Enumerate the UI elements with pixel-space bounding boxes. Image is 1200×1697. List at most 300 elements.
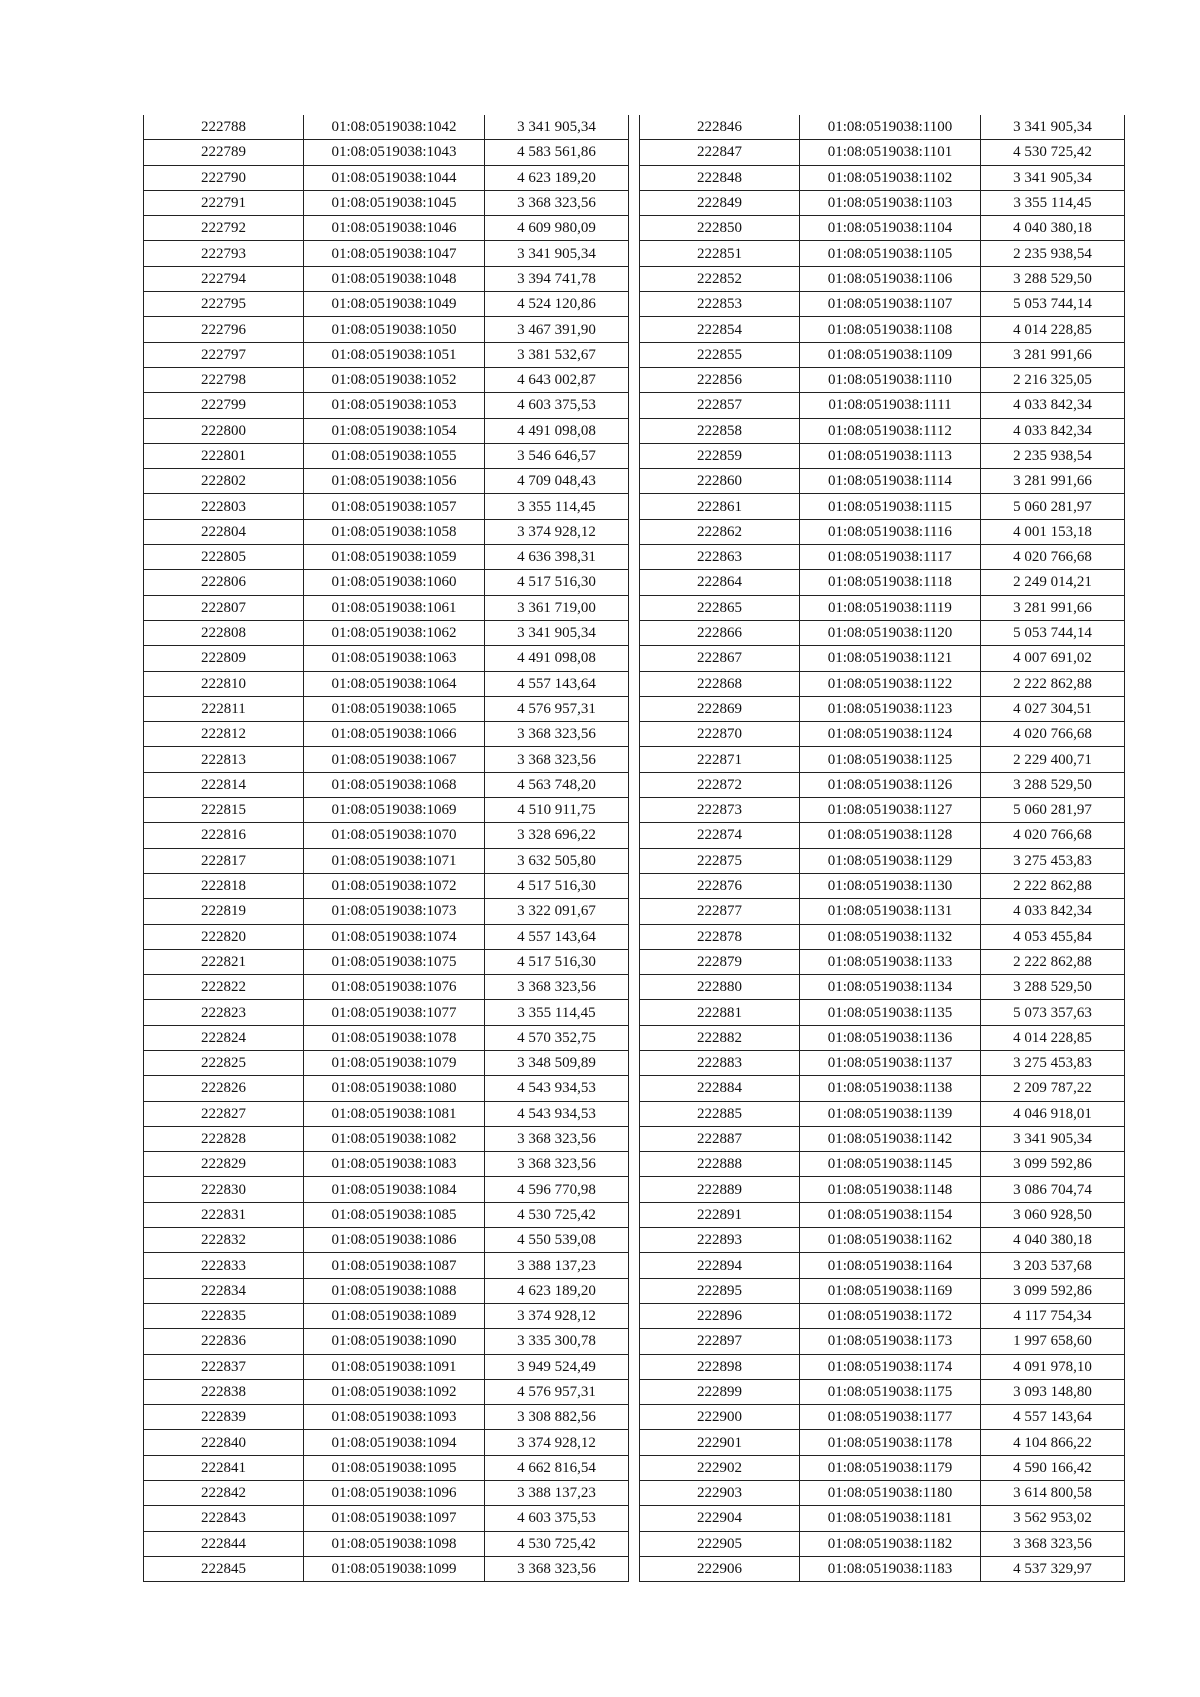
- record-number-cell: 222789: [144, 140, 304, 165]
- table-row: [144, 1481, 629, 1506]
- table-row: [144, 873, 629, 898]
- value-cell: 4 014 228,85: [981, 1025, 1125, 1050]
- table-row: [640, 494, 1125, 519]
- table-row: [144, 1025, 629, 1050]
- record-number-cell: 222855: [640, 342, 800, 367]
- table-row: [640, 1025, 1125, 1050]
- data-table-left: [143, 115, 629, 1582]
- table-row: [640, 722, 1125, 747]
- value-cell: 5 053 744,14: [981, 620, 1125, 645]
- cadastral-number-cell: 01:08:0519038:1178: [800, 1430, 981, 1455]
- table-row: [640, 1177, 1125, 1202]
- cadastral-number-cell: 01:08:0519038:1117: [800, 545, 981, 570]
- cadastral-number-cell: 01:08:0519038:1101: [800, 140, 981, 165]
- table-row: [640, 469, 1125, 494]
- value-cell: 3 368 323,56: [485, 1152, 629, 1177]
- record-number-cell: 222862: [640, 519, 800, 544]
- cadastral-number-cell: 01:08:0519038:1085: [304, 1202, 485, 1227]
- value-cell: 3 275 453,83: [981, 1050, 1125, 1075]
- cadastral-number-cell: 01:08:0519038:1068: [304, 772, 485, 797]
- cadastral-number-cell: 01:08:0519038:1139: [800, 1101, 981, 1126]
- record-number-cell: 222877: [640, 899, 800, 924]
- record-number-cell: 222790: [144, 165, 304, 190]
- value-cell: 4 550 539,08: [485, 1228, 629, 1253]
- cadastral-number-cell: 01:08:0519038:1095: [304, 1455, 485, 1480]
- table-row: [640, 671, 1125, 696]
- value-cell: 3 099 592,86: [981, 1278, 1125, 1303]
- table-row: [640, 1278, 1125, 1303]
- cadastral-number-cell: 01:08:0519038:1111: [800, 393, 981, 418]
- record-number-cell: 222788: [144, 115, 304, 140]
- record-number-cell: 222875: [640, 848, 800, 873]
- record-number-cell: 222895: [640, 1278, 800, 1303]
- value-cell: 4 517 516,30: [485, 570, 629, 595]
- record-number-cell: 222899: [640, 1379, 800, 1404]
- cadastral-number-cell: 01:08:0519038:1115: [800, 494, 981, 519]
- value-cell: 4 576 957,31: [485, 1379, 629, 1404]
- record-number-cell: 222809: [144, 646, 304, 671]
- value-cell: 3 341 905,34: [485, 241, 629, 266]
- record-number-cell: 222804: [144, 519, 304, 544]
- value-cell: 3 281 991,66: [981, 469, 1125, 494]
- cadastral-number-cell: 01:08:0519038:1063: [304, 646, 485, 671]
- record-number-cell: 222835: [144, 1303, 304, 1328]
- table-row: [144, 241, 629, 266]
- record-number-cell: 222833: [144, 1253, 304, 1278]
- value-cell: 2 222 862,88: [981, 671, 1125, 696]
- cadastral-number-cell: 01:08:0519038:1060: [304, 570, 485, 595]
- table-row: [640, 570, 1125, 595]
- value-cell: 4 603 375,53: [485, 1506, 629, 1531]
- value-cell: 3 060 928,50: [981, 1202, 1125, 1227]
- record-number-cell: 222818: [144, 873, 304, 898]
- table-row: [144, 1076, 629, 1101]
- value-cell: 3 341 905,34: [981, 165, 1125, 190]
- table-row: [640, 140, 1125, 165]
- cadastral-number-cell: 01:08:0519038:1110: [800, 367, 981, 392]
- table-row: [144, 1303, 629, 1328]
- cadastral-number-cell: 01:08:0519038:1122: [800, 671, 981, 696]
- record-number-cell: 222832: [144, 1228, 304, 1253]
- record-number-cell: 222843: [144, 1506, 304, 1531]
- record-number-cell: 222893: [640, 1228, 800, 1253]
- value-cell: 4 563 748,20: [485, 772, 629, 797]
- cadastral-number-cell: 01:08:0519038:1183: [800, 1556, 981, 1581]
- table-row: [144, 798, 629, 823]
- cadastral-number-cell: 01:08:0519038:1103: [800, 190, 981, 215]
- table-row: [640, 696, 1125, 721]
- cadastral-number-cell: 01:08:0519038:1114: [800, 469, 981, 494]
- cadastral-number-cell: 01:08:0519038:1069: [304, 798, 485, 823]
- record-number-cell: 222805: [144, 545, 304, 570]
- value-cell: 3 368 323,56: [485, 1556, 629, 1581]
- value-cell: 4 543 934,53: [485, 1101, 629, 1126]
- table-row: [640, 367, 1125, 392]
- table-row: [640, 1000, 1125, 1025]
- cadastral-number-cell: 01:08:0519038:1109: [800, 342, 981, 367]
- table-row: [144, 1329, 629, 1354]
- record-number-cell: 222801: [144, 443, 304, 468]
- value-cell: 3 368 323,56: [981, 1531, 1125, 1556]
- record-number-cell: 222880: [640, 975, 800, 1000]
- record-number-cell: 222871: [640, 747, 800, 772]
- record-number-cell: 222869: [640, 696, 800, 721]
- table-row: [144, 216, 629, 241]
- table-row: [640, 1253, 1125, 1278]
- record-number-cell: 222812: [144, 722, 304, 747]
- cadastral-number-cell: 01:08:0519038:1164: [800, 1253, 981, 1278]
- value-cell: 3 949 524,49: [485, 1354, 629, 1379]
- value-cell: 4 636 398,31: [485, 545, 629, 570]
- cadastral-number-cell: 01:08:0519038:1133: [800, 949, 981, 974]
- data-table-right: [639, 115, 1125, 1582]
- table-row: [640, 848, 1125, 873]
- table-row: [144, 367, 629, 392]
- record-number-cell: 222791: [144, 190, 304, 215]
- value-cell: 4 027 304,51: [981, 696, 1125, 721]
- table-row: [640, 115, 1125, 140]
- value-cell: 4 557 143,64: [981, 1405, 1125, 1430]
- record-number-cell: 222813: [144, 747, 304, 772]
- value-cell: 3 355 114,45: [981, 190, 1125, 215]
- record-number-cell: 222902: [640, 1455, 800, 1480]
- value-cell: 4 491 098,08: [485, 418, 629, 443]
- value-cell: 4 623 189,20: [485, 1278, 629, 1303]
- record-number-cell: 222866: [640, 620, 800, 645]
- record-number-cell: 222867: [640, 646, 800, 671]
- value-cell: 4 007 691,02: [981, 646, 1125, 671]
- table-row: [144, 949, 629, 974]
- cadastral-number-cell: 01:08:0519038:1127: [800, 798, 981, 823]
- record-number-cell: 222838: [144, 1379, 304, 1404]
- table-row: [144, 165, 629, 190]
- table-row: [144, 1455, 629, 1480]
- table-row: [640, 1354, 1125, 1379]
- value-cell: 4 609 980,09: [485, 216, 629, 241]
- value-cell: 4 040 380,18: [981, 1228, 1125, 1253]
- cadastral-number-cell: 01:08:0519038:1129: [800, 848, 981, 873]
- value-cell: 5 073 357,63: [981, 1000, 1125, 1025]
- table-row: [640, 1202, 1125, 1227]
- value-cell: 2 229 400,71: [981, 747, 1125, 772]
- value-cell: 3 355 114,45: [485, 494, 629, 519]
- value-cell: 4 046 918,01: [981, 1101, 1125, 1126]
- value-cell: 4 662 816,54: [485, 1455, 629, 1480]
- value-cell: 4 643 002,87: [485, 367, 629, 392]
- record-number-cell: 222901: [640, 1430, 800, 1455]
- record-number-cell: 222853: [640, 292, 800, 317]
- cadastral-number-cell: 01:08:0519038:1087: [304, 1253, 485, 1278]
- cadastral-number-cell: 01:08:0519038:1082: [304, 1126, 485, 1151]
- value-cell: 3 288 529,50: [981, 266, 1125, 291]
- record-number-cell: 222882: [640, 1025, 800, 1050]
- value-cell: 4 576 957,31: [485, 696, 629, 721]
- cadastral-number-cell: 01:08:0519038:1100: [800, 115, 981, 140]
- cadastral-number-cell: 01:08:0519038:1048: [304, 266, 485, 291]
- table-row: [640, 266, 1125, 291]
- record-number-cell: 222904: [640, 1506, 800, 1531]
- record-number-cell: 222887: [640, 1126, 800, 1151]
- record-number-cell: 222863: [640, 545, 800, 570]
- table-row: [144, 1000, 629, 1025]
- table-row: [640, 646, 1125, 671]
- record-number-cell: 222864: [640, 570, 800, 595]
- table-row: [144, 115, 629, 140]
- table-row: [144, 696, 629, 721]
- record-number-cell: 222898: [640, 1354, 800, 1379]
- table-row: [640, 393, 1125, 418]
- value-cell: 3 368 323,56: [485, 747, 629, 772]
- value-cell: 3 203 537,68: [981, 1253, 1125, 1278]
- value-cell: 4 517 516,30: [485, 949, 629, 974]
- record-number-cell: 222803: [144, 494, 304, 519]
- table-row: [144, 266, 629, 291]
- value-cell: 3 374 928,12: [485, 519, 629, 544]
- table-row: [640, 241, 1125, 266]
- cadastral-number-cell: 01:08:0519038:1119: [800, 595, 981, 620]
- record-number-cell: 222889: [640, 1177, 800, 1202]
- record-number-cell: 222883: [640, 1050, 800, 1075]
- record-number-cell: 222797: [144, 342, 304, 367]
- record-number-cell: 222845: [144, 1556, 304, 1581]
- record-number-cell: 222836: [144, 1329, 304, 1354]
- cadastral-number-cell: 01:08:0519038:1093: [304, 1405, 485, 1430]
- value-cell: 2 249 014,21: [981, 570, 1125, 595]
- table-row: [144, 1101, 629, 1126]
- table-row: [640, 418, 1125, 443]
- value-cell: 3 288 529,50: [981, 975, 1125, 1000]
- table-row: [640, 595, 1125, 620]
- cadastral-number-cell: 01:08:0519038:1172: [800, 1303, 981, 1328]
- record-number-cell: 222792: [144, 216, 304, 241]
- record-number-cell: 222879: [640, 949, 800, 974]
- cadastral-number-cell: 01:08:0519038:1054: [304, 418, 485, 443]
- table-row: [144, 1177, 629, 1202]
- value-cell: 3 381 532,67: [485, 342, 629, 367]
- cadastral-number-cell: 01:08:0519038:1051: [304, 342, 485, 367]
- record-number-cell: 222865: [640, 595, 800, 620]
- table-row: [640, 1405, 1125, 1430]
- value-cell: 3 341 905,34: [981, 115, 1125, 140]
- cadastral-number-cell: 01:08:0519038:1042: [304, 115, 485, 140]
- record-number-cell: 222870: [640, 722, 800, 747]
- record-number-cell: 222837: [144, 1354, 304, 1379]
- table-row: [144, 1202, 629, 1227]
- cadastral-number-cell: 01:08:0519038:1142: [800, 1126, 981, 1151]
- value-cell: 3 322 091,67: [485, 899, 629, 924]
- record-number-cell: 222817: [144, 848, 304, 873]
- table-row: [144, 1152, 629, 1177]
- record-number-cell: 222846: [640, 115, 800, 140]
- table-row: [640, 443, 1125, 468]
- record-number-cell: 222888: [640, 1152, 800, 1177]
- record-number-cell: 222820: [144, 924, 304, 949]
- record-number-cell: 222814: [144, 772, 304, 797]
- cadastral-number-cell: 01:08:0519038:1162: [800, 1228, 981, 1253]
- cadastral-number-cell: 01:08:0519038:1175: [800, 1379, 981, 1404]
- value-cell: 4 001 153,18: [981, 519, 1125, 544]
- table-row: [640, 975, 1125, 1000]
- cadastral-number-cell: 01:08:0519038:1181: [800, 1506, 981, 1531]
- record-number-cell: 222900: [640, 1405, 800, 1430]
- cadastral-number-cell: 01:08:0519038:1173: [800, 1329, 981, 1354]
- value-cell: 4 091 978,10: [981, 1354, 1125, 1379]
- value-cell: 4 530 725,42: [485, 1531, 629, 1556]
- table-row: [144, 747, 629, 772]
- cadastral-number-cell: 01:08:0519038:1094: [304, 1430, 485, 1455]
- table-row: [144, 722, 629, 747]
- table-row: [144, 646, 629, 671]
- value-cell: 2 222 862,88: [981, 949, 1125, 974]
- value-cell: 3 546 646,57: [485, 443, 629, 468]
- record-number-cell: 222819: [144, 899, 304, 924]
- cadastral-number-cell: 01:08:0519038:1123: [800, 696, 981, 721]
- table-row: [144, 1506, 629, 1531]
- cadastral-number-cell: 01:08:0519038:1145: [800, 1152, 981, 1177]
- table-row: [144, 1278, 629, 1303]
- table-row: [640, 1050, 1125, 1075]
- cadastral-number-cell: 01:08:0519038:1107: [800, 292, 981, 317]
- cadastral-number-cell: 01:08:0519038:1105: [800, 241, 981, 266]
- table-row: [144, 494, 629, 519]
- record-number-cell: 222816: [144, 823, 304, 848]
- cadastral-number-cell: 01:08:0519038:1097: [304, 1506, 485, 1531]
- table-row: [144, 671, 629, 696]
- value-cell: 3 281 991,66: [981, 595, 1125, 620]
- record-number-cell: 222824: [144, 1025, 304, 1050]
- table-row: [640, 519, 1125, 544]
- table-row: [144, 1354, 629, 1379]
- table-row: [640, 545, 1125, 570]
- record-number-cell: 222840: [144, 1430, 304, 1455]
- table-row: [640, 924, 1125, 949]
- record-number-cell: 222848: [640, 165, 800, 190]
- record-number-cell: 222800: [144, 418, 304, 443]
- table-row: [640, 1556, 1125, 1581]
- cadastral-number-cell: 01:08:0519038:1090: [304, 1329, 485, 1354]
- record-number-cell: 222884: [640, 1076, 800, 1101]
- table-row: [144, 924, 629, 949]
- value-cell: 3 614 800,58: [981, 1481, 1125, 1506]
- record-number-cell: 222796: [144, 317, 304, 342]
- table-row: [144, 1556, 629, 1581]
- table-row: [640, 165, 1125, 190]
- value-cell: 4 603 375,53: [485, 393, 629, 418]
- table-row: [144, 190, 629, 215]
- value-cell: 4 117 754,34: [981, 1303, 1125, 1328]
- record-number-cell: 222799: [144, 393, 304, 418]
- value-cell: 2 209 787,22: [981, 1076, 1125, 1101]
- record-number-cell: 222828: [144, 1126, 304, 1151]
- cadastral-number-cell: 01:08:0519038:1064: [304, 671, 485, 696]
- value-cell: 4 020 766,68: [981, 545, 1125, 570]
- record-number-cell: 222868: [640, 671, 800, 696]
- cadastral-number-cell: 01:08:0519038:1089: [304, 1303, 485, 1328]
- cadastral-number-cell: 01:08:0519038:1066: [304, 722, 485, 747]
- value-cell: 3 394 741,78: [485, 266, 629, 291]
- cadastral-number-cell: 01:08:0519038:1182: [800, 1531, 981, 1556]
- value-cell: 2 235 938,54: [981, 443, 1125, 468]
- cadastral-number-cell: 01:08:0519038:1120: [800, 620, 981, 645]
- cadastral-number-cell: 01:08:0519038:1052: [304, 367, 485, 392]
- record-number-cell: 222851: [640, 241, 800, 266]
- cadastral-number-cell: 01:08:0519038:1083: [304, 1152, 485, 1177]
- record-number-cell: 222831: [144, 1202, 304, 1227]
- value-cell: 4 557 143,64: [485, 924, 629, 949]
- value-cell: 4 020 766,68: [981, 722, 1125, 747]
- table-row: [640, 216, 1125, 241]
- table-row: [640, 1303, 1125, 1328]
- cadastral-number-cell: 01:08:0519038:1062: [304, 620, 485, 645]
- value-cell: 3 335 300,78: [485, 1329, 629, 1354]
- record-number-cell: 222795: [144, 292, 304, 317]
- value-cell: 4 491 098,08: [485, 646, 629, 671]
- table-row: [144, 823, 629, 848]
- cadastral-number-cell: 01:08:0519038:1148: [800, 1177, 981, 1202]
- cadastral-number-cell: 01:08:0519038:1053: [304, 393, 485, 418]
- value-cell: 3 099 592,86: [981, 1152, 1125, 1177]
- table-row: [640, 190, 1125, 215]
- record-number-cell: 222808: [144, 620, 304, 645]
- value-cell: 5 060 281,97: [981, 494, 1125, 519]
- cadastral-number-cell: 01:08:0519038:1057: [304, 494, 485, 519]
- table-row: [144, 620, 629, 645]
- cadastral-number-cell: 01:08:0519038:1044: [304, 165, 485, 190]
- table-row: [144, 1253, 629, 1278]
- value-cell: 4 524 120,86: [485, 292, 629, 317]
- table-row: [640, 1430, 1125, 1455]
- table-row: [144, 899, 629, 924]
- value-cell: 4 596 770,98: [485, 1177, 629, 1202]
- record-number-cell: 222859: [640, 443, 800, 468]
- document-sheet: [143, 115, 1125, 1582]
- cadastral-number-cell: 01:08:0519038:1177: [800, 1405, 981, 1430]
- record-number-cell: 222860: [640, 469, 800, 494]
- cadastral-number-cell: 01:08:0519038:1091: [304, 1354, 485, 1379]
- cadastral-number-cell: 01:08:0519038:1073: [304, 899, 485, 924]
- record-number-cell: 222815: [144, 798, 304, 823]
- table-row: [640, 823, 1125, 848]
- value-cell: 2 216 325,05: [981, 367, 1125, 392]
- cadastral-number-cell: 01:08:0519038:1106: [800, 266, 981, 291]
- value-cell: 4 623 189,20: [485, 165, 629, 190]
- table-row: [144, 317, 629, 342]
- table-row: [640, 772, 1125, 797]
- value-cell: 3 388 137,23: [485, 1481, 629, 1506]
- value-cell: 4 014 228,85: [981, 317, 1125, 342]
- table-row: [640, 1152, 1125, 1177]
- table-row: [640, 292, 1125, 317]
- table-row: [144, 519, 629, 544]
- table-row: [144, 469, 629, 494]
- record-number-cell: 222830: [144, 1177, 304, 1202]
- table-row: [640, 317, 1125, 342]
- record-number-cell: 222822: [144, 975, 304, 1000]
- value-cell: 5 053 744,14: [981, 292, 1125, 317]
- table-row: [144, 292, 629, 317]
- table-row: [640, 1228, 1125, 1253]
- value-cell: 3 086 704,74: [981, 1177, 1125, 1202]
- value-cell: 4 510 911,75: [485, 798, 629, 823]
- table-row: [640, 949, 1125, 974]
- cadastral-number-cell: 01:08:0519038:1134: [800, 975, 981, 1000]
- table-row: [640, 899, 1125, 924]
- record-number-cell: 222829: [144, 1152, 304, 1177]
- value-cell: 4 517 516,30: [485, 873, 629, 898]
- cadastral-number-cell: 01:08:0519038:1079: [304, 1050, 485, 1075]
- table-row: [144, 1430, 629, 1455]
- record-number-cell: 222881: [640, 1000, 800, 1025]
